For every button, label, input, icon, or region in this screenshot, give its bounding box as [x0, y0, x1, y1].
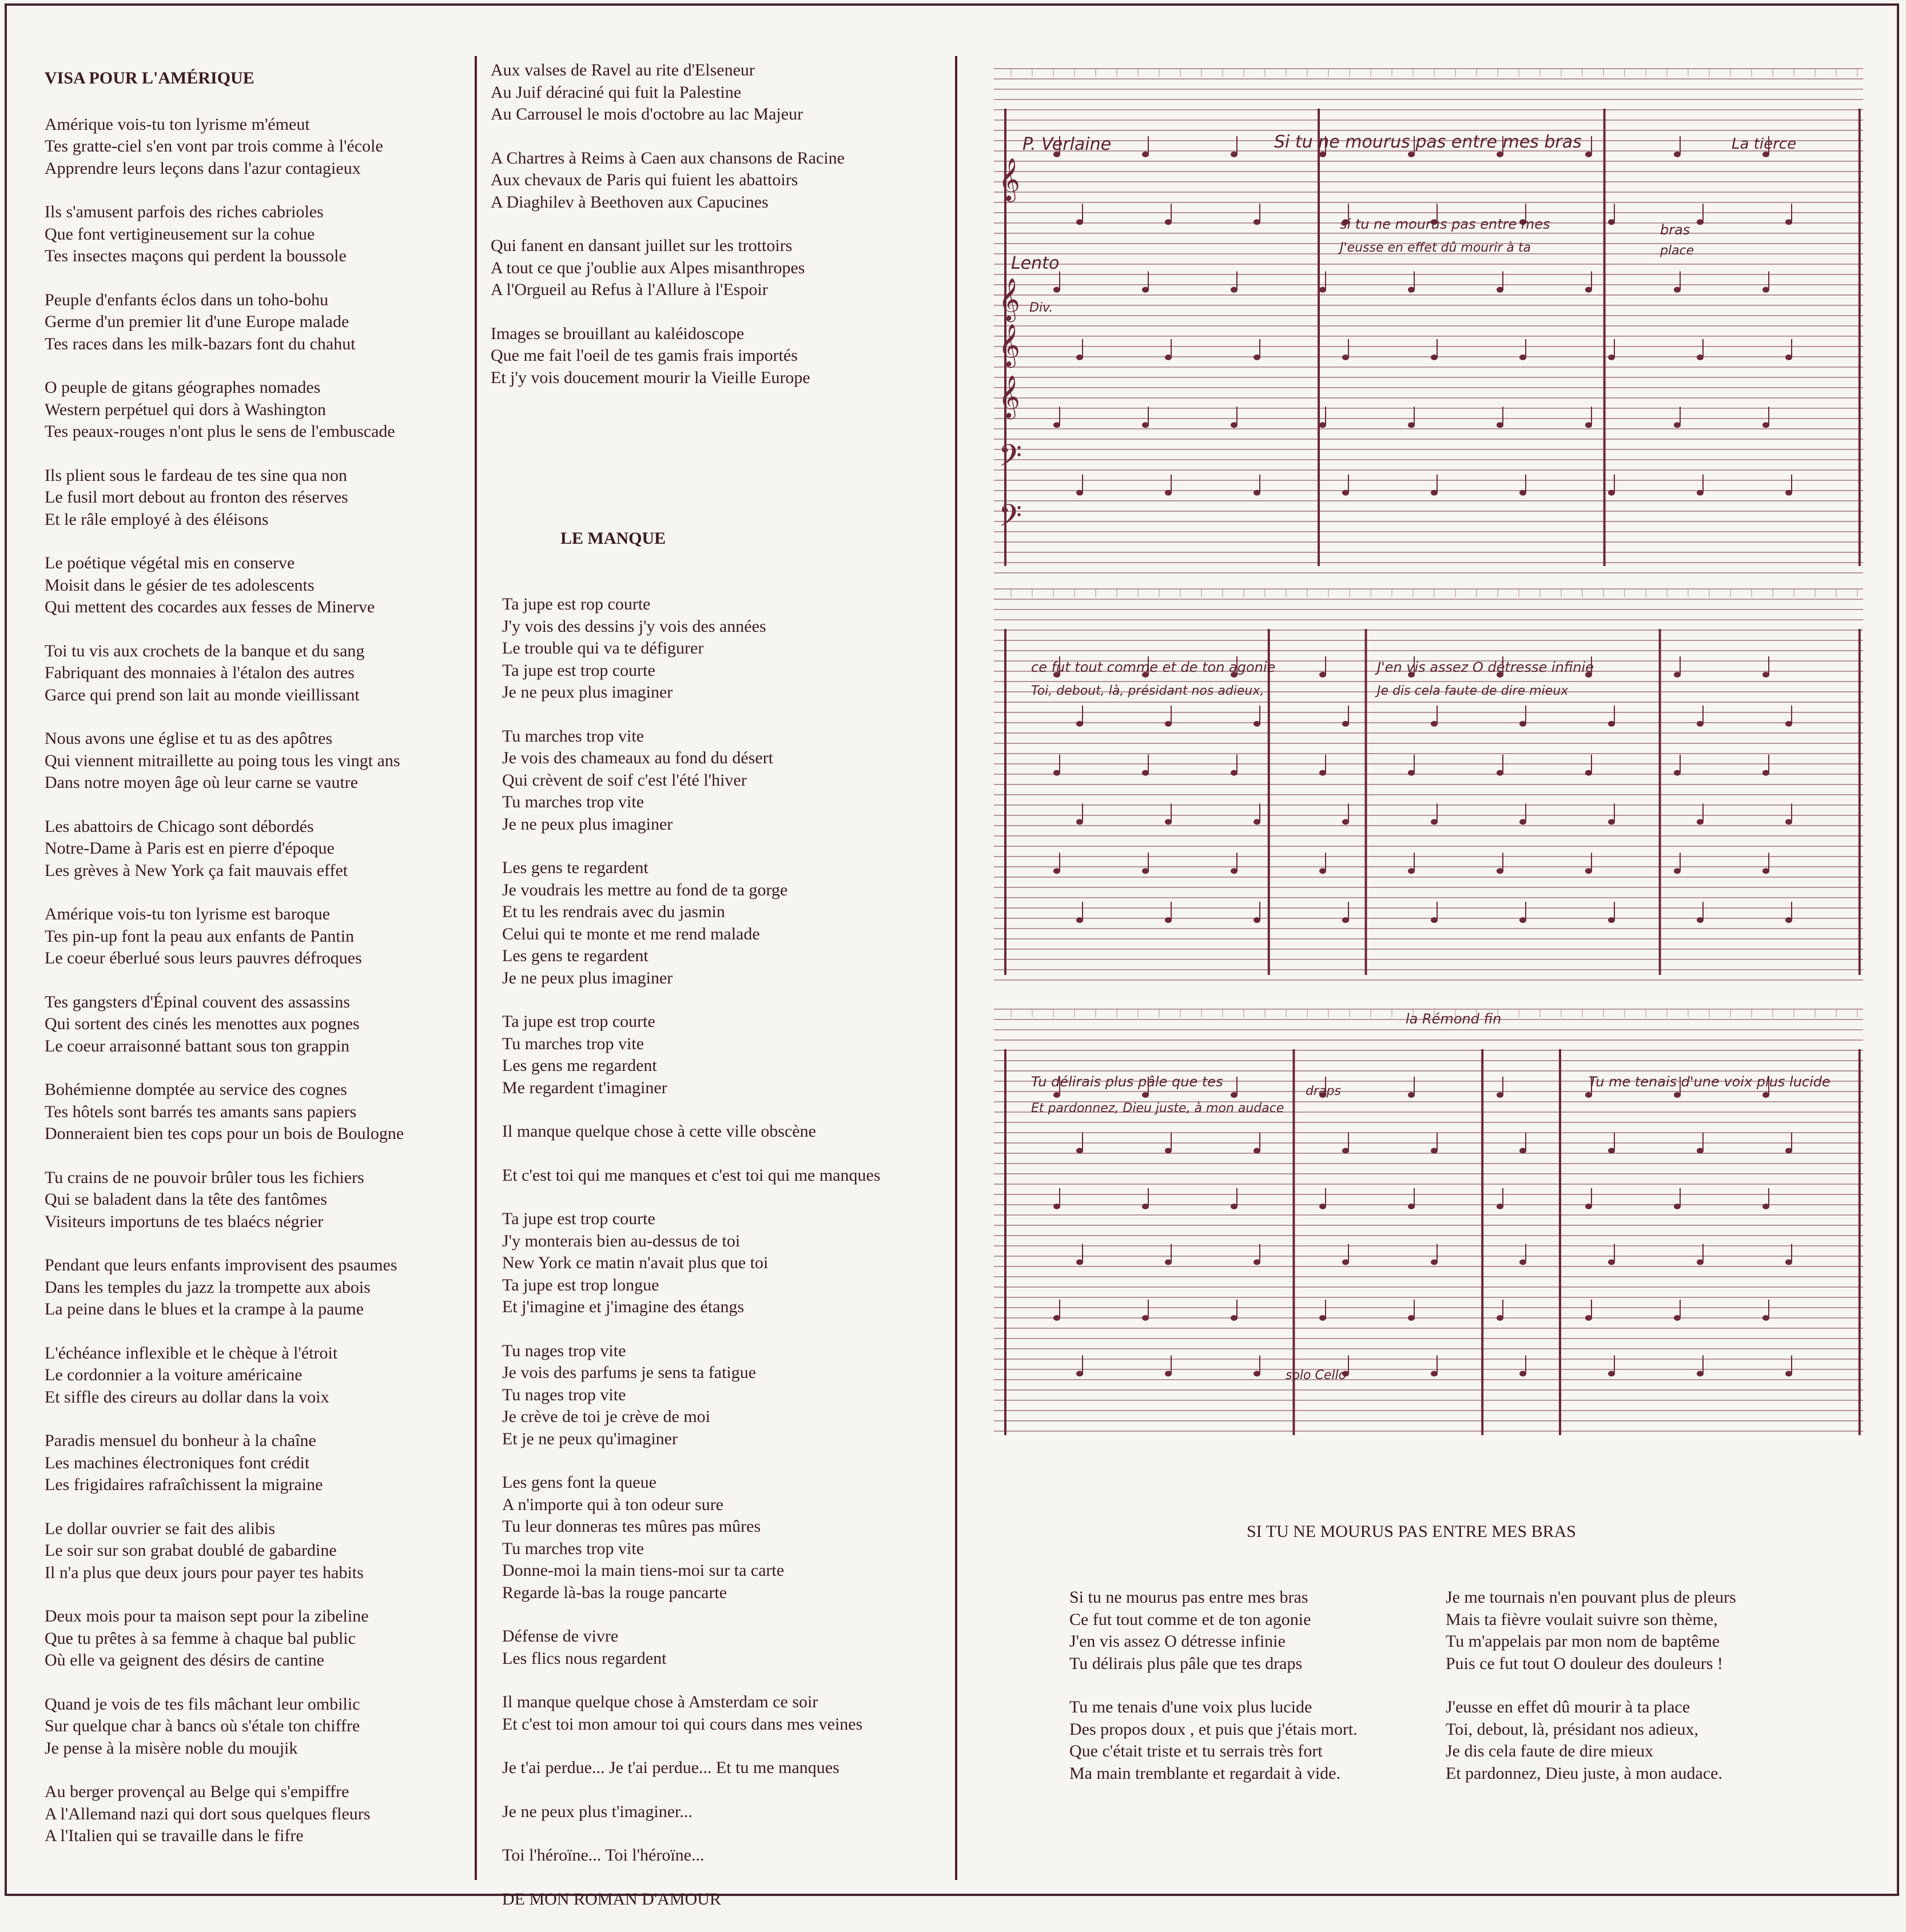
verse-line: Qui sortent des cinés les menottes aux pognes [45, 1014, 360, 1033]
verse-line: Ils s'amusent parfois des riches cabrioles [45, 202, 324, 221]
stanza [45, 1079, 468, 1145]
lyric-line: Je dis cela faute de dire mieux [1377, 684, 1569, 698]
stanza [45, 1430, 468, 1496]
verse-line: Garce qui prend son lait au monde vieillissant [45, 685, 360, 704]
verse-line: Il n'a plus que deux jours pour payer tes habits [45, 1563, 364, 1582]
verse-line: Je vois des parfums je sens ta fatigue [502, 1363, 757, 1382]
stanza [502, 1757, 954, 1779]
stanza [45, 552, 468, 619]
score-marking: la Rémond fin [1406, 1011, 1502, 1027]
stanza [502, 1340, 954, 1451]
verse-line: Le dollar ouvrier se fait des alibis [45, 1519, 276, 1538]
tempo-marking: Lento [1011, 253, 1060, 273]
verse-line: Que c'était triste et tu serrais très fort [1069, 1742, 1323, 1760]
verse-line: Et je ne peux qu'imaginer [502, 1429, 678, 1448]
verse-line: A tout ce que j'oublie aux Alpes misanthropes [491, 258, 805, 277]
verse-line: Tu nages trop vite [502, 1385, 626, 1404]
stanza [502, 726, 954, 836]
stanza [45, 465, 468, 531]
verse-line: Au Juif déraciné qui fuit la Palestine [491, 82, 742, 102]
verse-line: Images se brouillant au kaléidoscope [491, 324, 745, 343]
verse-line: A Chartres à Reims à Caen aux chansons de Racine [491, 148, 845, 168]
stanza [45, 903, 468, 970]
verse-line: Et tu les rendrais avec du jasmin [502, 902, 725, 921]
stanza [45, 289, 468, 356]
verse-line: Des propos doux , et puis que j'étais mort. [1069, 1719, 1358, 1739]
poem-body [491, 59, 942, 389]
stanza [1446, 1587, 1857, 1675]
verse-line: Tu marches trop vite [502, 1034, 644, 1053]
poem-le-manque [502, 593, 954, 1932]
verse-line: Ma main tremblante et regardait à vide. [1069, 1763, 1340, 1783]
poem-body [1069, 1587, 1424, 1784]
verse-line: Où elle va geignent des désirs de cantine [45, 1651, 324, 1670]
verse-line: Celui qui te monte et me rend malade [502, 924, 760, 943]
verse-line: Qui fanent en dansant juillet sur les trottoirs [491, 236, 793, 255]
stanza [502, 1121, 954, 1143]
verse-line: Notre-Dame à Paris est en pierre d'époque [45, 839, 335, 858]
verse-line: Je ne peux plus imaginer [502, 683, 673, 702]
verse-line: Les frigidaires rafraîchissent la migraine [45, 1475, 323, 1494]
verse-line: Tu marches trop vite [502, 1539, 644, 1558]
lyric-line: Et pardonnez, Dieu juste, à mon audace [1031, 1101, 1284, 1116]
verse-line: Je pense à la misère noble du moujik [45, 1738, 298, 1758]
verse-line: Toi tu vis aux crochets de la banque et du sang [45, 641, 365, 660]
verse-line: Ce fut tout comme et de ton agonie [1069, 1610, 1311, 1629]
score-header-title: Si tu ne mourus pas entre mes bras [1274, 132, 1582, 152]
verse-line: Que me fait l'oeil de tes gamis frais importés [491, 346, 798, 365]
verse-line: J'eusse en effet dû mourir à ta place [1446, 1698, 1690, 1716]
verse-line: A Diaghilev à Beethoven aux Capucines [491, 192, 769, 212]
stanza [502, 593, 954, 704]
verse-line: Les flics nous regardent [502, 1648, 667, 1668]
verse-line: Tes peaux-rouges n'ont plus le sens de l'embuscade [45, 422, 395, 441]
verse-line: Et j'y vois doucement mourir la Vieille Europe [491, 368, 810, 387]
verse-line: Donne-moi la main tiens-moi sur ta carte [502, 1561, 785, 1580]
verse-line: Mais ta fièvre voulait suivre son thème, [1446, 1610, 1718, 1629]
verse-line: Apprendre leurs leçons dans l'azur contagieux [45, 158, 361, 178]
stanza [45, 201, 468, 268]
stanza [502, 1472, 954, 1604]
verse-line: Le cordonnier a la voiture américaine [45, 1365, 303, 1384]
verse-line: Et c'est toi mon amour toi qui cours dans mes veines [502, 1714, 863, 1734]
verse-line: J'y vois des dessins j'y vois des années [502, 616, 766, 636]
verse-line: Dans les temples du jazz la trompette aux abois [45, 1277, 371, 1297]
verse-line: Ta jupe est rop courte [502, 595, 651, 614]
poem-title: LE MANQUE [560, 529, 666, 548]
verse-line: Et c'est toi qui me manques et c'est toi qui me manques [502, 1165, 881, 1185]
verse-line: Ils plient sous le fardeau de tes sine qua non [45, 465, 348, 485]
verse-line: Tu délirais plus pâle que tes draps [1069, 1654, 1303, 1673]
stanza [502, 1626, 954, 1670]
verse-line: Le soir sur son grabat doublé de gabardine [45, 1541, 337, 1560]
verse-line: Qui viennent mitraillette au poing tous les vingt ans [45, 751, 400, 770]
verse-line: O peuple de gitans géographes nomades [45, 378, 321, 397]
verse-line: Les grèves à New York ça fait mauvais effet [45, 861, 348, 880]
verse-line: Le trouble qui va te défigurer [502, 639, 704, 658]
verse-line: Si tu ne mourus pas entre mes bras [1069, 1588, 1308, 1607]
verse-line: Qui crèvent de soif c'est l'été l'hiver [502, 770, 747, 790]
verse-line: Aux valses de Ravel au rite d'Elseneur [491, 61, 755, 79]
verse-line: Je ne peux plus imaginer [502, 814, 673, 834]
stanza [45, 114, 468, 180]
stanza [491, 323, 942, 389]
stanza [45, 377, 468, 443]
stanza [45, 1518, 468, 1584]
verse-line: Je ne peux plus imaginer [502, 968, 673, 987]
verse-line: Défense de vivre [502, 1627, 619, 1646]
verse-line: Les machines électroniques font crédit [45, 1453, 310, 1472]
column-rule-2 [955, 56, 957, 1880]
verse-line: Tu nages trop vite [502, 1341, 626, 1360]
stanza [502, 1011, 954, 1099]
treble-clef-icon: 𝄞 [998, 324, 1020, 367]
verse-line: Bohémienne domptée au service des cognes [45, 1080, 347, 1099]
stanza [45, 728, 468, 794]
verse-line: Je crève de toi je crève de moi [502, 1407, 710, 1426]
poem-title: VISA POUR L'AMÉRIQUE [45, 69, 254, 87]
verse-line: Tu me tenais d'une voix plus lucide [1069, 1698, 1312, 1716]
verse-line: Je me tournais n'en pouvant plus de pleurs [1446, 1588, 1736, 1607]
verse-line: New York ce matin n'avait plus que toi [502, 1253, 769, 1272]
verse-line: Je voudrais les mettre au fond de ta gorge [502, 880, 788, 899]
verse-line: DE MON ROMAN D'AMOUR [502, 1889, 721, 1909]
treble-clef-icon: 𝄞 [998, 158, 1020, 201]
verse-line: Tes races dans les milk-bazars font du chahut [45, 334, 356, 353]
stanza [45, 1167, 468, 1233]
verse-line: Sur quelque char à bancs où s'étale ton chiffre [45, 1716, 360, 1735]
stanza [491, 235, 942, 301]
verse-line: Il manque quelque chose à cette ville obscène [502, 1122, 816, 1141]
stanza [45, 1254, 468, 1321]
verse-line: Aux chevaux de Paris qui fuient les abattoirs [491, 170, 798, 189]
verse-line: Tes gangsters d'Épinal couvent des assassins [45, 992, 351, 1011]
verse-line: J'en vis assez O détresse infinie [1069, 1632, 1286, 1651]
verse-line: Que tu prêtes à sa femme à chaque bal public [45, 1628, 356, 1648]
poem-visa [45, 67, 468, 1869]
verse-line: Ta jupe est trop courte [502, 660, 655, 680]
stanza [502, 1165, 954, 1187]
score-svg [988, 57, 1869, 1441]
instrument-marking: solo Cello [1286, 1368, 1347, 1383]
verse-line: Les abattoirs de Chicago sont débordés [45, 816, 314, 836]
lyric-line: place [1660, 244, 1694, 258]
verse-line: Puis ce fut tout O douleur des douleurs ! [1446, 1654, 1723, 1673]
stanza [502, 1208, 954, 1318]
lyric-line: Tu me tenais d'une voix plus lucide [1589, 1074, 1831, 1090]
verse-line: Je t'ai perdue... Je t'ai perdue... Et tu me manques [502, 1758, 839, 1777]
verse-line: Que font vertigineusement sur la cohue [45, 224, 315, 244]
verse-line: Au berger provençal au Belge qui s'empiffre [45, 1782, 349, 1801]
verse-line: Tu marches trop vite [502, 726, 644, 746]
verse-line: Quand je vois de tes fils mâchant leur ombilic [45, 1694, 360, 1714]
verse-line: J'y monterais bien au-dessus de toi [502, 1231, 741, 1250]
verse-line: Tu leur donneras tes mûres pas mûres [502, 1517, 761, 1536]
verse-line: Deux mois pour ta maison sept pour la zibeline [45, 1607, 369, 1626]
verse-line: Le fusil mort debout au fronton des réserves [45, 488, 348, 507]
poem-body [1446, 1587, 1857, 1784]
poem-visa-continued [491, 59, 942, 411]
verse-line: Tes pin-up font la peau aux enfants de Pantin [45, 926, 355, 946]
verse-line: Les gens te regardent [502, 946, 648, 965]
song-lyrics-left [1069, 1587, 1424, 1806]
stanza [45, 1694, 468, 1760]
stanza [1069, 1696, 1424, 1784]
verse-line: Et pardonnez, Dieu juste, à mon audace. [1446, 1763, 1722, 1783]
stanza [1069, 1587, 1424, 1675]
stanza [502, 1691, 954, 1735]
stanza [491, 59, 942, 126]
stanza [45, 1781, 468, 1847]
verse-line: Ta jupe est trop courte [502, 1209, 655, 1228]
stanza [502, 857, 954, 989]
verse-line: L'échéance inflexible et le chèque à l'étroit [45, 1343, 338, 1363]
verse-line: Tu m'appelais par mon nom de baptême [1446, 1632, 1720, 1651]
lyric-line: ce fut tout comme et de ton agonie [1031, 659, 1276, 675]
verse-line: Ta jupe est trop courte [502, 1012, 655, 1031]
lyric-line: J'eusse en effet dû mourir à ta [1340, 241, 1531, 255]
verse-line: Fabriquant des monnaies à l'étalon des autres [45, 663, 355, 682]
score-header-composer: P. Verlaine [1022, 134, 1112, 154]
lyric-line: J'en vis assez O détresse infinie [1377, 659, 1594, 675]
verse-line: Le poétique végétal mis en conserve [45, 553, 295, 572]
song-lyrics-right [1446, 1587, 1857, 1806]
verse-line: Les gens me regardent [502, 1056, 657, 1075]
verse-line: Tes gratte-ciel s'en vont par trois comme à l'école [45, 137, 383, 156]
verse-line: Pendant que leurs enfants improvisent des psaumes [45, 1256, 397, 1274]
verse-line: Qui se baladent dans la tête des fantômes [45, 1190, 328, 1209]
stanza [502, 1889, 954, 1911]
verse-line: La peine dans le blues et la crampe à la paume [45, 1300, 364, 1318]
verse-line: Tu crains de ne pouvoir brûler tous les fichiers [45, 1168, 364, 1187]
stanza [45, 1606, 468, 1672]
verse-line: Je dis cela faute de dire mieux [1446, 1742, 1654, 1760]
verse-line: Le coeur éberlué sous leurs pauvres défroques [45, 949, 362, 967]
verse-line: Et siffle des cireurs au dollar dans la voix [45, 1387, 329, 1407]
treble-clef-icon: 𝄞 [998, 278, 1020, 321]
verse-line: A n'importe qui à ton odeur sure [502, 1495, 723, 1514]
stanza [45, 1343, 468, 1409]
verse-line: Il manque quelque chose à Amsterdam ce soir [502, 1692, 818, 1711]
verse-line: Tes insectes maçons qui perdent la boussole [45, 246, 347, 265]
verse-line: Donneraient bien tes cops pour un bois de Boulogne [45, 1124, 404, 1143]
verse-line: Visiteurs importuns de tes blaécs négrier [45, 1212, 324, 1231]
verse-line: Dans notre moyen âge où leur carne se vautre [45, 773, 359, 792]
verse-line: Qui mettent des cocardes aux fesses de Minerve [45, 597, 375, 616]
verse-line: Amérique vois-tu ton lyrisme m'émeut [45, 114, 310, 134]
verse-line: Nous avons une église et tu as des apôtres [45, 729, 333, 748]
verse-line: Toi, debout, là, présidant nos adieux, [1446, 1719, 1698, 1739]
div-marking: Div. [1029, 301, 1053, 315]
verse-line: Moisit dans le gésier de tes adolescents [45, 575, 315, 595]
lyric-line: bras [1660, 222, 1690, 238]
poem-body [502, 593, 954, 1910]
lyric-line: Tu délirais plus pâle que tes [1031, 1074, 1223, 1090]
column-rule-1 [475, 56, 477, 1880]
verse-line: Amérique vois-tu ton lyrisme est baroque [45, 905, 331, 923]
verse-line: Paradis mensuel du bonheur à la chaîne [45, 1431, 316, 1450]
verse-line: Je vois des chameaux au fond du désert [502, 748, 774, 767]
verse-line: Je ne peux plus t'imaginer... [502, 1802, 693, 1821]
verse-line: Les gens font la queue [502, 1473, 656, 1492]
verse-line: Tes hôtels sont barrés tes amants sans papiers [45, 1102, 357, 1121]
stanza [491, 148, 942, 214]
lyric-line: draps [1306, 1084, 1341, 1098]
stanza [45, 991, 468, 1058]
stanza [502, 1845, 954, 1867]
verse-line: Les gens te regardent [502, 858, 648, 877]
poem-body [45, 114, 468, 1847]
verse-line: Toi l'héroïne... Toi l'héroïne... [502, 1846, 705, 1865]
verse-line: Western perpétuel qui dors à Washington [45, 400, 326, 419]
treble-clef-icon: 𝄞 [998, 376, 1020, 418]
verse-line: Ta jupe est trop longue [502, 1275, 659, 1294]
verse-line: Peuple d'enfants éclos dans un toho-bohu [45, 290, 329, 309]
verse-line: Et j'imagine et j'imagine des étangs [502, 1297, 745, 1316]
verse-line: Regarde là-bas la rouge pancarte [502, 1583, 727, 1602]
verse-line: Me regardent t'imaginer [502, 1078, 667, 1097]
score-marking: La tierce [1732, 136, 1797, 153]
music-score [988, 57, 1869, 1441]
stanza [502, 1801, 954, 1823]
bass-clef-icon: 𝄢 [998, 499, 1022, 541]
verse-line: A l'Orgueil au Refus à l'Allure à l'Espoir [491, 280, 768, 299]
verse-line: Le coeur arraisonné battant sous ton grappin [45, 1036, 350, 1055]
song-title: SI TU NE MOURUS PAS ENTRE MES BRAS [1247, 1522, 1576, 1541]
verse-line: Germe d'un premier lit d'une Europe malade [45, 312, 349, 331]
verse-line: Et le râle employé à des éléisons [45, 509, 269, 529]
lyric-line: Toi, debout, là, présidant nos adieux, [1031, 684, 1264, 698]
stanza [1446, 1696, 1857, 1784]
verse-line: Tu marches trop vite [502, 792, 644, 811]
stanza [45, 640, 468, 707]
stanza [45, 816, 468, 882]
verse-line: A l'Allemand nazi qui dort sous quelques fleurs [45, 1804, 371, 1823]
lyric-line: si tu ne mourus pas entre mes [1340, 216, 1550, 232]
bass-clef-icon: 𝄢 [998, 439, 1022, 481]
verse-line: Au Carrousel le mois d'octobre au lac Majeur [491, 105, 803, 124]
verse-line: A l'Italien qui se travaille dans le fifre [45, 1826, 304, 1845]
